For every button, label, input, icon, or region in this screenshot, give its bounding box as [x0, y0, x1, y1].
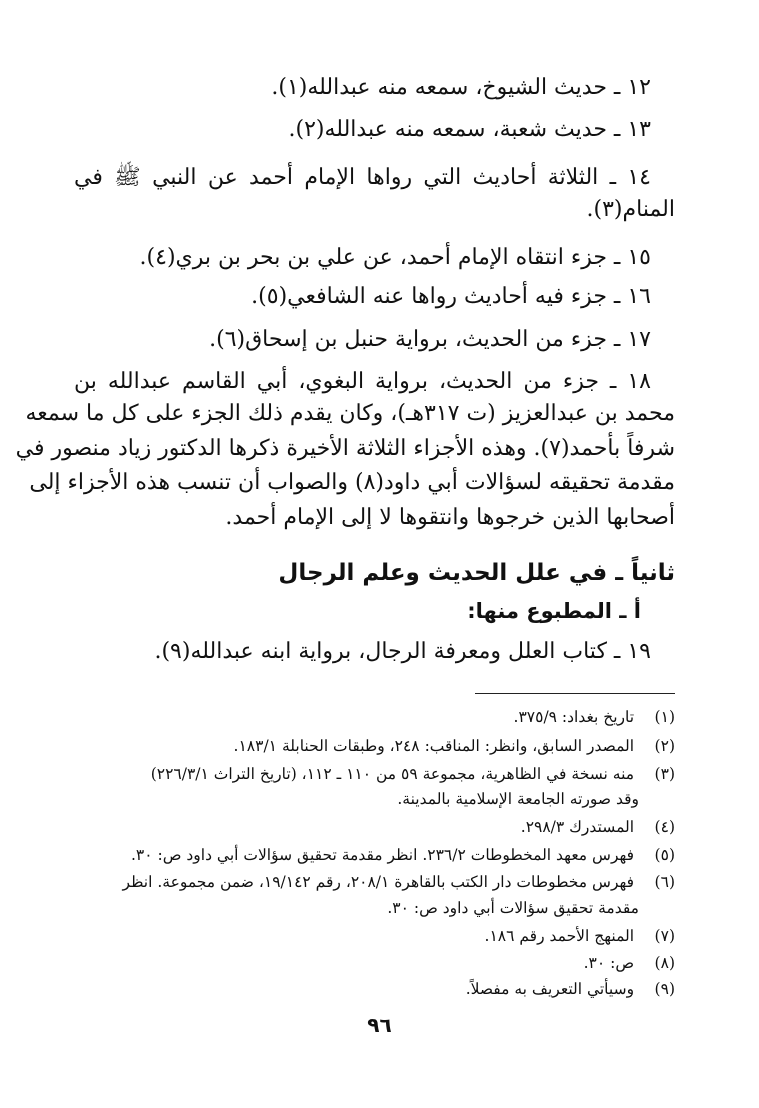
footnote-text: المصدر السابق، وانظر: المناقب: ٢٤٨، وطبقات الحنابلة ١٨٣/١. [233, 737, 635, 755]
footnote-number: (٥) [654, 846, 675, 864]
paragraph-line: شرفاً بأحمد(٧). وهذه الأجزاء الثلاثة الأخيرة ذكرها الدكتور زياد منصور في [15, 436, 675, 461]
footnote [74, 976, 675, 1002]
footnote [74, 923, 675, 949]
footnote-continuation: مقدمة تحقيق سؤالات أبي داود ص: ٣٠. [387, 899, 639, 917]
footnote [74, 950, 675, 976]
footnote-number: (١) [654, 708, 675, 726]
footnote [74, 733, 675, 759]
subsection-heading: أ ـ المطبوع منها: [467, 599, 641, 623]
footnote-number: (٨) [654, 954, 675, 972]
footnote [74, 869, 675, 895]
footnote-text: منه نسخة في الظاهرية، مجموعة ٥٩ من ١١٠ ـ ١١٢، (تاريخ التراث ٢٢٦/٣/١) [150, 765, 635, 783]
section-heading: ثانياً ـ في علل الحديث وعلم الرجال [278, 560, 675, 586]
footnote-text: ص: ٣٠. [583, 954, 635, 972]
paragraph-line: أصحابها الذين خرجوها وانتقوها لا إلى الإمام أحمد. [225, 505, 675, 530]
footnote-text: المنهج الأحمد رقم ١٨٦. [484, 927, 635, 945]
list-item: ١٤ ـ الثلاثة أحاديث التي رواها الإمام أحمد عن النبي ﷺ في [74, 165, 651, 190]
list-item: ١٣ ـ حديث شعبة، سمعه منه عبدالله(٢). [288, 117, 651, 142]
footnote-number: (٧) [654, 927, 675, 945]
footnote [74, 704, 675, 730]
paragraph-line: مقدمة تحقيقه لسؤالات أبي داود(٨) والصواب أن تنسب هذه الأجزاء إلى [29, 470, 675, 495]
list-item-continuation: المنام(٣). [586, 197, 675, 222]
footnote-number: (٣) [654, 765, 675, 783]
list-item: ١٧ ـ جزء من الحديث، برواية حنبل بن إسحاق(٦). [209, 327, 651, 352]
footnote [74, 761, 675, 787]
list-item: ١٦ ـ جزء فيه أحاديث رواها عنه الشافعي(٥). [251, 284, 651, 309]
footnote-number: (٦) [654, 873, 675, 891]
footnote-number: (٩) [654, 980, 675, 998]
footnote-number: (٢) [654, 737, 675, 755]
footnote-text: فهرس معهد المخطوطات ٢٣٦/٢. انظر مقدمة تحقيق سؤالات أبي داود ص: ٣٠. [130, 846, 635, 864]
footnote-number: (٤) [654, 818, 675, 836]
list-item: ١٩ ـ كتاب العلل ومعرفة الرجال، برواية ابنه عبدالله(٩). [154, 639, 651, 664]
footnote-separator [475, 693, 675, 694]
page-number: ٩٦ [367, 1013, 392, 1037]
footnote-text: المستدرك ٢٩٨/٣. [520, 818, 635, 836]
list-item: ١٥ ـ جزء انتقاه الإمام أحمد، عن علي بن بحر بن بري(٤). [139, 245, 651, 270]
paragraph-line: محمد بن عبدالعزيز (ت ٣١٧هـ)، وكان يقدم ذلك الجزء على كل ما سمعه [25, 401, 675, 426]
list-item: ١٢ ـ حديث الشيوخ، سمعه منه عبدالله(١). [271, 75, 651, 100]
footnote-text: تاريخ بغداد: ٣٧٥/٩. [513, 708, 635, 726]
footnote-continuation: وقد صورته الجامعة الإسلامية بالمدينة. [397, 790, 639, 808]
footnote [74, 842, 675, 868]
footnote-text: وسيأتي التعريف به مفصلاً. [465, 980, 635, 998]
footnote-text: فهرس مخطوطات دار الكتب بالقاهرة ٢٠٨/١، رقم ١٩/١٤٢، ضمن مجموعة. انظر [122, 873, 635, 891]
list-item: ١٨ ـ جزء من الحديث، برواية البغوي، أبي القاسم عبدالله بن [74, 369, 651, 394]
footnote [74, 814, 675, 840]
